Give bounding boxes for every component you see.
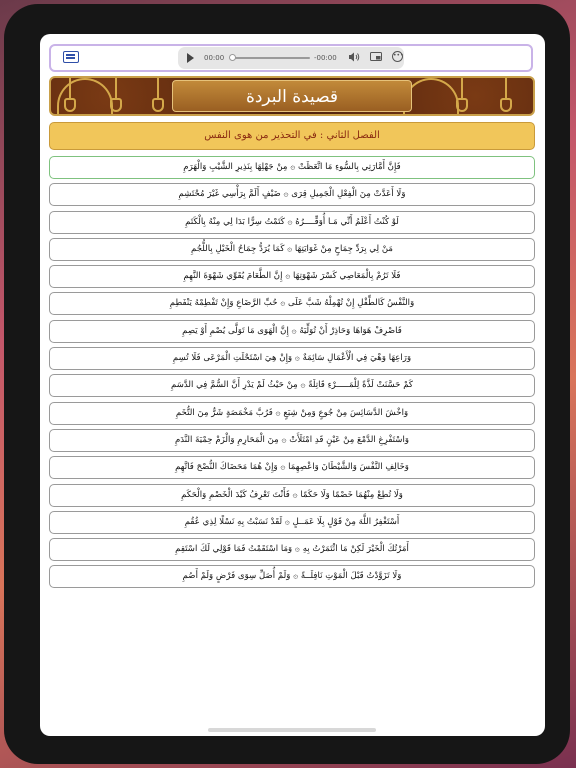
chapter-heading: الفصل الثاني : في التحذير من هوى النفس: [49, 122, 535, 150]
verse-item[interactable]: وَلَا تَزَوَّدْتُ قَبْلَ الْمَوْتِ نَافِلَــةً ۞ وَلَمْ أُصَلِّ سِوَى فَرْضٍ وَلَمْ أَصُمِ: [49, 565, 535, 588]
verse-item[interactable]: وَالنَّفْسُ كَالطِّفْلِ إِنْ تُهْمِلْهُ شَبَّ عَلَى ۞ حُبِّ الرَّضَاعِ وَإِنْ تَفْطِمْهُ يَنْفَطِمِ: [49, 292, 535, 315]
verse-item[interactable]: وَرَاعِهَا وَهْيَ فِي الْأَعْمَالِ سَائِمَةٌ ۞ وَإِنْ هِيَ اسْتَحْلَتِ الْمَرْعَى فَلَا تُسِمِ: [49, 347, 535, 370]
title-plate: [172, 80, 412, 112]
verse-item[interactable]: أَسْتَغْفِرُ اللَّهَ مِنْ قَوْلٍ بِلَا عَمَــلٍ ۞ لَقَدْ نَسَبْتُ بِهِ نَسْلًا لِذِي عُقُمِ: [49, 511, 535, 534]
more-options-icon[interactable]: •••: [392, 51, 403, 62]
verse-item[interactable]: لَوْ كُنْتُ أَعْلَمُ أَنِّي مَـا أُوَقِّــــرُهُ ۞ كَتَمْتُ سِرًّا بَدَا لِي مِنْهُ بِالْكَتَمِ: [49, 211, 535, 234]
verse-item[interactable]: فَإِنَّ أَمَّارَتِي بِالسُّوءِ مَا اتَّعَظَتْ ۞ مِنْ جَهْلِهَا بِنَذِيرِ الشَّيْبِ وَالْهَرَمِ: [49, 156, 535, 179]
lantern-icon: [505, 78, 507, 100]
verse-item[interactable]: وَاسْتَفْرِغِ الدَّمْعَ مِنْ عَيْنٍ قَدِ امْتَلَأَتْ ۞ مِنَ الْمَحَارِمِ وَالْزَمْ حِمْيَةَ النَّدَمِ: [49, 429, 535, 452]
progress-knob[interactable]: [229, 54, 236, 61]
tablet-frame: [4, 4, 570, 764]
top-toolbar: [49, 44, 533, 72]
home-indicator[interactable]: [208, 728, 376, 732]
current-time: 00:00: [204, 54, 225, 62]
verse-item[interactable]: أَمَرْتُكَ الْخَيْرَ لَكِنْ مَا ائْتَمَرْتُ بِهِ ۞ وَمَا اسْتَقَمْتُ فَمَا قَوْلِي لَكَ اسْتَقِمِ: [49, 538, 535, 561]
verse-item[interactable]: وَلَا أَعَدَّتْ مِنَ الْفِعْلِ الْجَمِيلِ قِرَى ۞ ضَيْفٍ أَلَمَّ بِرَأْسِي غَيْرَ مُحْتَشِمِ: [49, 183, 535, 206]
verse-item[interactable]: فَاصْرِفْ هَوَاهَا وَحَاذِرْ أَنْ تُوَلِّيَهُ ۞ إِنَّ الْهَوَى مَا تَوَلَّى يُصْمِ أَوْ يَصِمِ: [49, 320, 535, 343]
lantern-icon: [69, 78, 71, 100]
picture-in-picture-icon[interactable]: [370, 51, 382, 63]
verse-item[interactable]: مَنْ لِي بِرَدِّ جِمَاحٍ مِنْ غَوَايَتِهَا ۞ كَمَا يُرَدُّ جِمَاحُ الْخَيْلِ بِاللُّجُمِ: [49, 238, 535, 261]
lantern-icon: [157, 78, 159, 100]
play-icon[interactable]: [187, 53, 194, 63]
verse-list: [49, 156, 535, 593]
progress-slider[interactable]: [230, 57, 310, 59]
verse-item[interactable]: وَلَا تُطِعْ مِنْهُمَا خَصْمًا وَلَا حَكَمًا ۞ فَأَنْتَ تَعْرِفُ كَيْدَ الْخَصْمِ وَالْحَكَمِ: [49, 484, 535, 507]
volume-icon[interactable]: [348, 51, 360, 63]
verse-item[interactable]: وَخَالِفِ النَّفْسَ وَالشَّيْطَانَ وَاعْصِهِمَا ۞ وَإِنْ هُمَا مَحَضَاكَ النُّصْحَ فَاتَّهِمِ: [49, 456, 535, 479]
verse-item[interactable]: وَاخْشَ الدَّسَائِسَ مِنْ جُوعٍ وَمِنْ شِبَعٍ ۞ فَرُبَّ مَخْمَصَةٍ شَرٌّ مِنَ التُّخَمِ: [49, 402, 535, 425]
page-title: قصيدة البردة: [245, 87, 339, 107]
title-banner: [49, 76, 535, 116]
verse-item[interactable]: فَلَا تَرُمْ بِالْمَعَاصِي كَسْرَ شَهْوَتِهَا ۞ إِنَّ الطَّعَامَ يُقَوِّي شَهْوَةَ النَّهِمِ: [49, 265, 535, 288]
app-screen: [40, 34, 545, 736]
lantern-icon: [115, 78, 117, 100]
audio-player: [178, 47, 404, 69]
chapter-list-icon[interactable]: [63, 51, 79, 63]
verse-item[interactable]: كَمْ حَسَّنَتْ لَذَّةً لِلْمَـــــرْءِ قَاتِلَةً ۞ مِنْ حَيْثُ لَمْ يَدْرِ أَنَّ السُّمَّ فِي الدَّسَمِ: [49, 374, 535, 397]
lantern-icon: [461, 78, 463, 100]
duration-time: -00:00: [314, 54, 337, 62]
